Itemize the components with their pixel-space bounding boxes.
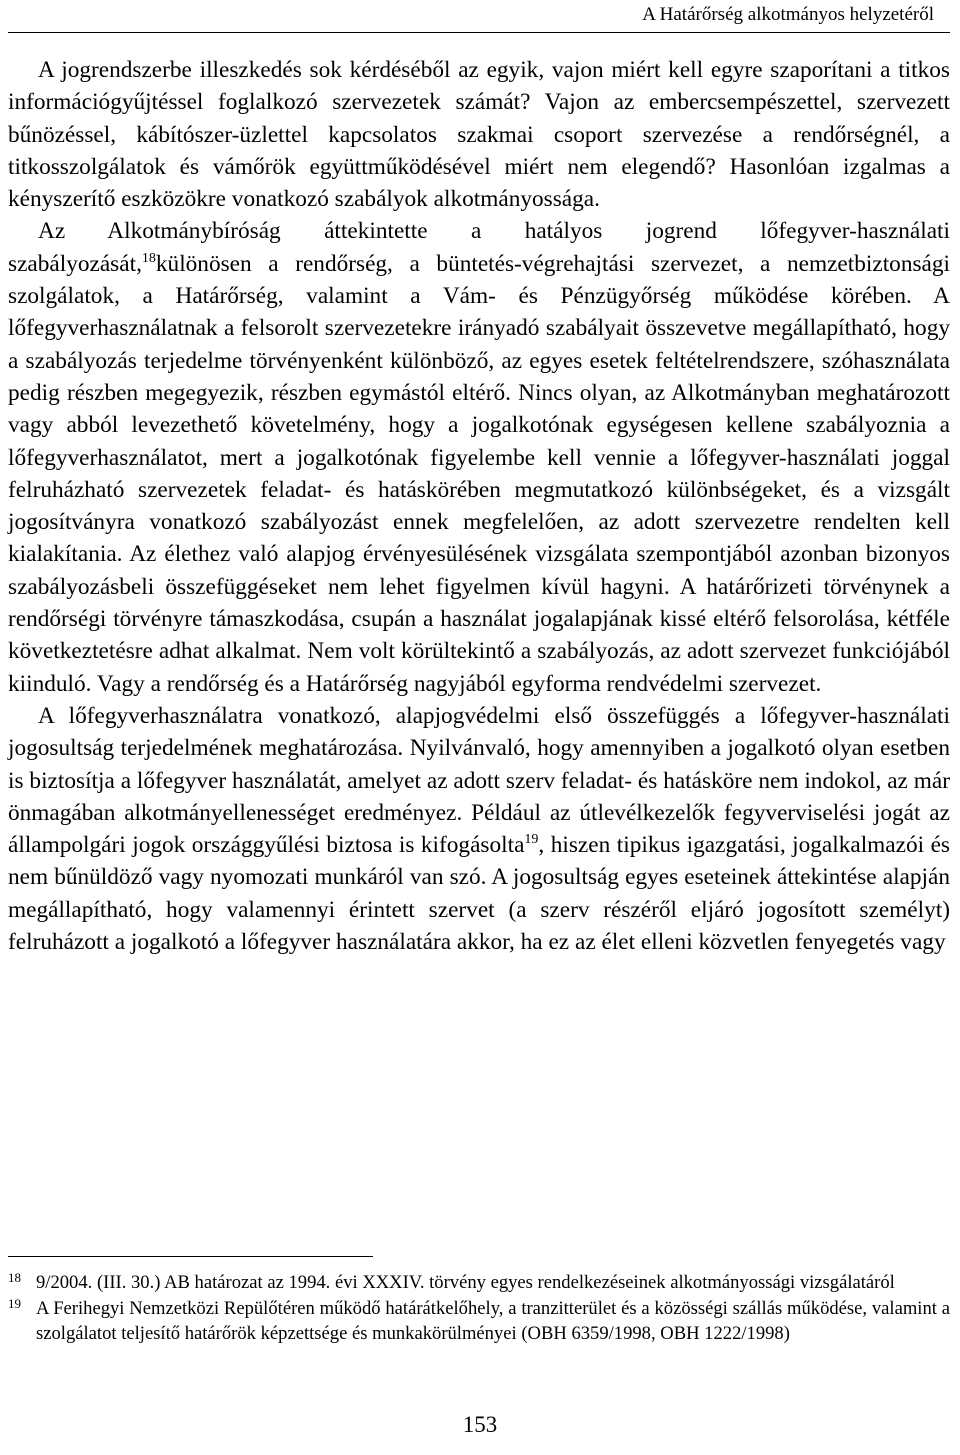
footnote-text: A Ferihegyi Nemzetközi Repülőtéren működő határátkelőhely, a tranzitterület és a közösségi szállás működése, valamint a szolgálatot teljesítő határőrök képzettsége és munkakörülményei (OBH 6359/1998, OBH 1222/1998) <box>36 1297 950 1344</box>
footnote-text: 9/2004. (III. 30.) AB határozat az 1994. évi XXXIV. törvény egyes rendelkezéseinek alkotmányossági vizsgálatáról <box>36 1272 895 1293</box>
paragraph-2 <box>8 215 950 699</box>
footnote-number: 18 <box>8 1270 21 1285</box>
footnote-18 <box>8 1270 950 1296</box>
page-number: 153 <box>462 1412 498 1437</box>
paragraph-2-start: Az Alkotmánybíróság áttekintette a hatályos jogrend lőfegyver-használati szabályozását, <box>8 218 950 277</box>
footnotes <box>8 1270 950 1347</box>
paragraph-1: A jogrendszerbe illeszkedés sok kérdéséből az egyik, vajon miért kell egyre szaporítani a titkos információgyűjtéssel foglalkozó szervezetek számát? Vajon az embercsempészettel, szervezett bűnözéssel, kábítószer-üzlettel kapcsolatos szakmai csoport szervezése a rendőrségnél, a titkosszolgálatok és vámőrök együttműködésével miért nem elegendő? Hasonlóan izgalmas a kényszerítő eszközökre vonatkozó szabályok alkotmányossága. <box>8 57 950 213</box>
paragraph-3-rest: , hiszen tipikus igazgatási, jogalkalmazói és nem bűnüldöző vagy nyomozati munkáról van szó. A jogosultság egyes eseteinek áttekintése alapján megállapítható, hogy valamennyi érintett szervet (a szerv részéről eljáró jogosított személyt) felruházott a jogalkotó a lőfegyver használatára akkor, ha ez az élet elleni közvetlen fenyegetés vagy <box>8 832 950 956</box>
footnote-ref-19[interactable]: 19 <box>524 832 539 848</box>
footnote-ref-18[interactable]: 18 <box>141 251 156 267</box>
running-header: A Határőrség alkotmányos helyzetéről <box>642 4 934 25</box>
paragraph-3 <box>8 700 950 958</box>
footnote-separator <box>8 1256 373 1257</box>
body-text <box>8 54 950 958</box>
header-rule <box>8 32 950 33</box>
footnote-number: 19 <box>8 1295 21 1311</box>
footnote-19 <box>8 1296 950 1347</box>
paragraph-3-start: A lőfegyverhasználatra vonatkozó, alapjogvédelmi első összefüggés a lőfegyver-használati jogosultság terjedelmének meghatározása. Nyilvánvaló, hogy amennyiben a jogalkotó olyan esetben is biztosítja a lőfegyver használatát, amelyet az adott szerv feladat- és hatásköre nem indokol, az már önmagában alkotmányellenességet eredményez. Például az útlevélkezelők fegyverviselési jogát az állampolgári jogok országgyűlési biztosa is kifogásolta <box>8 702 950 859</box>
paragraph-2-rest: különösen a rendőrség, a büntetés-végrehajtási szervezet, a nemzetbiztonsági szolgálatok, a Határőrség, valamint a Vám- és Pénzügyőrség működése körében. A lőfegyverhasználatnak a felsorolt szervezetekre irányadó szabályait összevetve megállapítható, hogy a szabályozás terjedelme törvényenként különböző, az egyes esetek feltételrendszere, szóhasználata pedig részben megegyezik, részben egymástól eltérő. Nincs olyan, az Alkotmányban meghatározott vagy abból levezethető követelmény, hogy a jogalkotónak egységesen kellene szabályoznia a lőfegyverhasználatot, mert a jogalkotónak figyelembe kell vennie a lőfegyver-használati joggal felruházható szervezetek feladat- és hatáskörében megmutatkozó különbségeket, és a vizsgált jogosítványra vonatkozó szabályozást ennek megfelelően, az adott szervezetre rendelten kell kialakítania. Az élethez való alapjog érvényesülésének vizsgálata szempontjából azonban bizonyos szabályozásbeli összefüggéseket nem lehet figyelmen kívül hagyni. A határőrizeti törvénynek a rendőrségi törvényre támaszkodása, csupán a használat jogalapjának kissé eltérő felsorolása, kétféle következtetésre adhat alkalmat. Nem volt körültekintő a szabályozás, az adott szervezet funkciójából kiinduló. Vagy a rendőrség és a Határőrség nagyjából egyforma rendvédelmi szervezet. <box>8 250 950 697</box>
